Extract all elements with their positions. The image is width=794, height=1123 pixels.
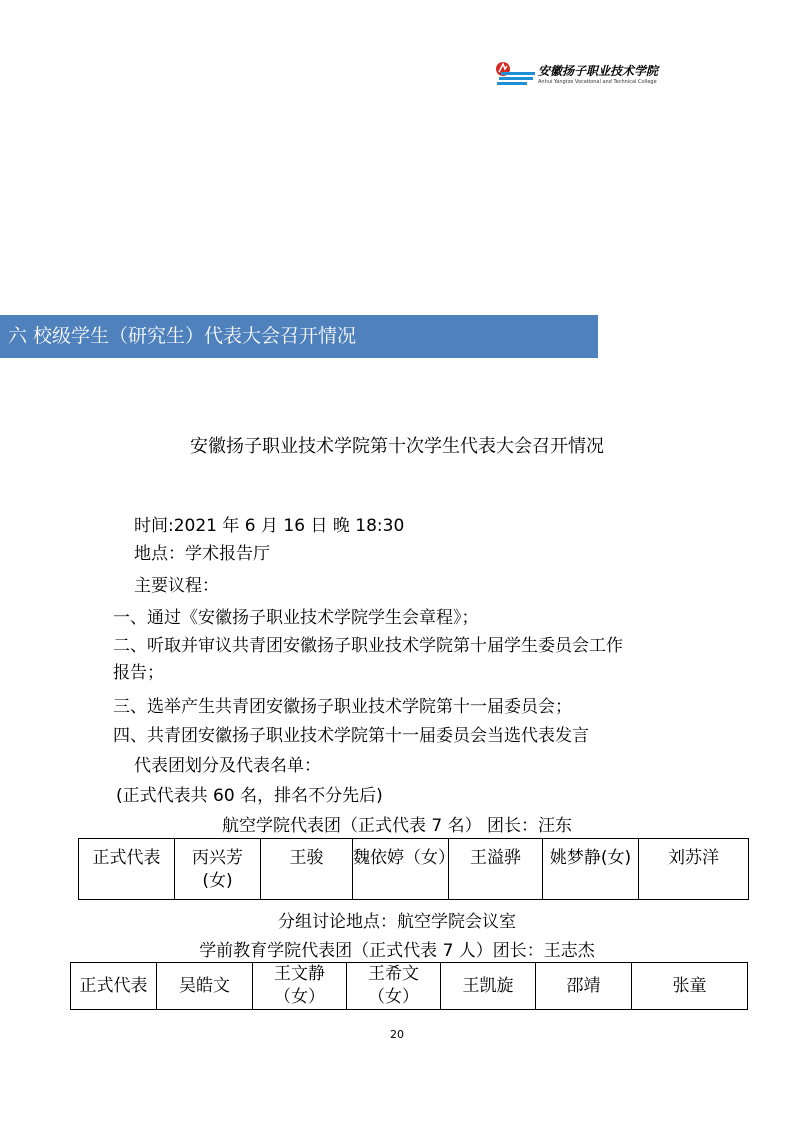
delegate-cell: 魏依婷（女）: [353, 839, 449, 900]
delegate-name: 丙兴芳(女): [192, 848, 243, 891]
agenda-item: 四、共青团安徽扬子职业技术学院第十一届委员会当选代表发言: [113, 726, 589, 746]
agenda-item: 二、听取并审议共青团安徽扬子职业技术学院第十届学生委员会工作: [113, 636, 623, 656]
row-label-cell: 正式代表: [71, 963, 157, 1010]
delegate-cell: 刘苏洋: [639, 839, 749, 900]
delegate-cell: 王骏: [261, 839, 353, 900]
delegate-cell: 王凯旋: [441, 963, 536, 1010]
meeting-place: 地点：学术报告厅: [134, 544, 270, 564]
college-name-cn: 安徽扬子职业技术学院: [538, 64, 659, 78]
meeting-time: 时间:2021 年 6 月 16 日 晚 18:30: [134, 516, 405, 536]
delegate-cell: 姚梦静(女): [543, 839, 639, 900]
page-number: 20: [390, 1028, 404, 1041]
agenda-item: 报告；: [113, 663, 164, 683]
agenda-item: 三、选举产生共青团安徽扬子职业技术学院第十一届委员会；: [113, 697, 572, 717]
delegate-cell: 吴皓文: [157, 963, 253, 1010]
delegate-cell: 王文静（女）: [253, 963, 347, 1010]
group-heading: 航空学院代表团（正式代表 7 名） 团长：汪东: [221, 816, 573, 836]
delegation-note: (正式代表共 60 名，排名不分先后): [116, 786, 383, 806]
agenda-label: 主要议程：: [134, 576, 219, 596]
agenda-item: 一、通过《安徽扬子职业技术学院学生会章程》；: [113, 608, 479, 628]
delegate-table: [78, 838, 749, 900]
discussion-location: 分组讨论地点：航空学院会议室: [278, 912, 516, 932]
delegate-cell: [175, 839, 261, 900]
college-logo: [493, 60, 673, 90]
delegate-cell: 邵靖: [536, 963, 632, 1010]
table-row: [79, 839, 749, 900]
group-heading: 学前教育学院代表团（正式代表 7 人）团长：王志杰: [199, 941, 595, 961]
section-heading: 六 校级学生（研究生）代表大会召开情况: [0, 315, 598, 358]
delegate-cell: 王希文（女）: [347, 963, 441, 1010]
delegation-label: 代表团划分及代表名单：: [134, 756, 321, 776]
delegate-table: [70, 962, 748, 1010]
table-row: [71, 963, 748, 1010]
college-name-en: Anhui Yangtze Vocational and Technical College: [538, 79, 657, 85]
college-emblem-icon: [493, 60, 535, 88]
delegate-cell: 张童: [632, 963, 748, 1010]
delegate-cell: 王溢骅: [449, 839, 543, 900]
row-label-cell: 正式代表: [79, 839, 175, 900]
document-title: 安徽扬子职业技术学院第十次学生代表大会召开情况: [190, 436, 604, 457]
